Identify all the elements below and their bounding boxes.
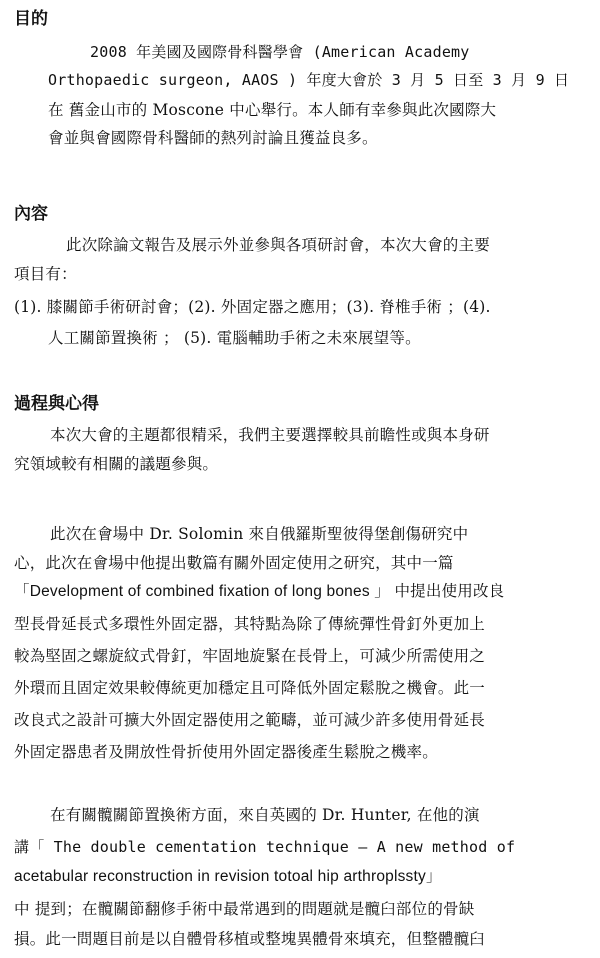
process-line: 本次大會的主題都很精采，我們主要選擇較具前瞻性或與本身研 xyxy=(50,426,490,444)
content-line: 項目有： xyxy=(14,265,77,283)
heading-content: 內容 xyxy=(14,204,48,224)
process-line: acetabular reconstruction in revision totoal hip arthroplssty」 xyxy=(14,868,442,885)
process-line: 外環而且固定效果較傳統更加穩定且可降低外固定鬆脫之機會。此一 xyxy=(14,679,486,697)
purpose-line: 2008 年美國及國際骨科醫學會 (American Academy xyxy=(90,43,470,61)
process-line: 究領域較有相關的議題參與。 xyxy=(14,455,219,473)
process-line: 心，此次在會場中他提出數篇有關外固定使用之研究，其中一篇 xyxy=(14,554,454,572)
process-line: 在有關髖關節置換術方面，來自英國的 Dr. Hunter, 在他的演 xyxy=(50,806,480,824)
purpose-line: Orthopaedic surgeon, AAOS ) 年度大會於 3 月 5 日至 3 月 9 日 xyxy=(48,71,570,89)
process-line: 改良式之設計可擴大外固定器使用之範疇，並可減少許多使用骨延長 xyxy=(14,711,486,729)
process-line: 此次在會場中 Dr. Solomin 來自俄羅斯聖彼得堡創傷研究中 xyxy=(50,525,469,543)
purpose-line: 會並與會國際骨科醫師的熱列討論且獲益良多。 xyxy=(48,129,378,147)
process-line: 損。此一問題目前是以自體骨移植或整塊異體骨來填充，但整體髖臼 xyxy=(14,930,486,948)
content-line: (1). 膝關節手術研討會；(2). 外固定器之應用；(3). 脊椎手術 ；(4). xyxy=(14,298,491,316)
process-line: 較為堅固之螺旋紋式骨釘，牢固地旋緊在長骨上，可減少所需使用之 xyxy=(14,647,486,665)
content-line: 人工關節置換術 ； (5). 電腦輔助手術之未來展望等。 xyxy=(48,329,421,347)
process-line: 型長骨延長式多環性外固定器，其特點為除了傳統彈性骨釘外更加上 xyxy=(14,615,486,633)
heading-process: 過程與心得 xyxy=(14,394,99,414)
process-line: 外固定器患者及開放性骨折使用外固定器後產生鬆脫之機率。 xyxy=(14,743,438,761)
process-line: 「Development of combined fixation of long bones 」 中提出使用改良 xyxy=(14,583,505,600)
content-line: 此次除論文報告及展示外並參與各項研討會，本次大會的主要 xyxy=(66,236,490,254)
purpose-line: 在 舊金山市的 Moscone 中心舉行。本人師有幸參與此次國際大 xyxy=(48,101,497,119)
process-line: 中 提到；在髖關節翻修手術中最常遇到的問題就是髖臼部位的骨缺 xyxy=(14,900,475,918)
process-line: 講「 The double cementation technique — A new method of xyxy=(14,838,516,856)
heading-purpose: 目的 xyxy=(14,9,48,29)
